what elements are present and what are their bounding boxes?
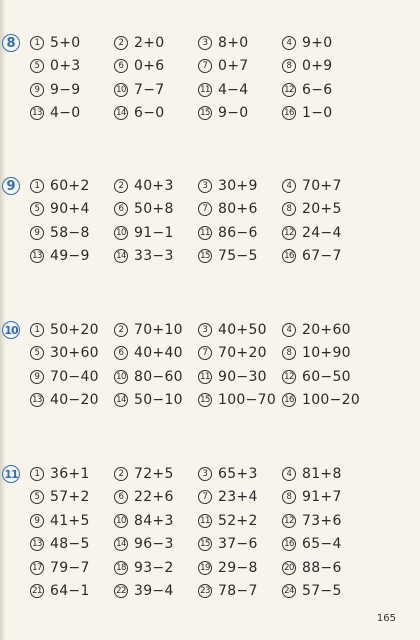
problem-number-circle: 15	[198, 106, 212, 120]
problem-expression: 41+5	[50, 512, 90, 529]
math-problem	[198, 486, 282, 510]
math-problem	[198, 318, 282, 342]
problem-expression: 52+2	[218, 512, 258, 529]
problem-number-circle: 2	[114, 467, 128, 481]
problem-number-circle: 17	[30, 561, 44, 575]
problem-number-circle: 16	[282, 393, 296, 407]
math-problem	[114, 198, 198, 222]
math-problem	[30, 556, 114, 580]
problem-number-circle: 3	[198, 36, 212, 50]
problem-number-circle: 23	[198, 584, 212, 598]
problem-expression: 20+5	[302, 201, 342, 218]
math-problem	[114, 318, 198, 342]
problem-number-circle: 8	[282, 59, 296, 73]
problem-number-circle: 2	[114, 179, 128, 193]
section-number-badge: 8	[2, 34, 20, 52]
problem-expression: 91−1	[134, 224, 174, 241]
math-problem	[198, 509, 282, 533]
math-problem	[198, 221, 282, 245]
problem-expression: 24−4	[302, 224, 342, 241]
math-problem	[114, 389, 198, 413]
math-problem	[198, 55, 282, 79]
problem-number-circle: 9	[30, 83, 44, 97]
problem-expression: 40+50	[218, 321, 267, 338]
problem-expression: 7−7	[134, 81, 165, 98]
math-problem	[198, 365, 282, 389]
problem-expression: 40+40	[134, 345, 183, 362]
problem-expression: 100−20	[302, 392, 361, 409]
problem-number-circle: 2	[114, 36, 128, 50]
math-problem	[114, 245, 198, 269]
problem-number-circle: 7	[198, 490, 212, 504]
math-problem	[114, 509, 198, 533]
math-problem	[198, 556, 282, 580]
math-problem	[30, 174, 114, 198]
problem-expression: 70+10	[134, 321, 183, 338]
problem-expression: 29−8	[218, 559, 258, 576]
math-problem	[198, 78, 282, 102]
problem-number-circle: 7	[198, 202, 212, 216]
problem-number-circle: 24	[282, 584, 296, 598]
math-problem	[282, 221, 366, 245]
problem-number-circle: 1	[30, 179, 44, 193]
math-problem	[282, 486, 366, 510]
problem-expression: 48−5	[50, 536, 90, 553]
problem-expression: 67−7	[302, 248, 342, 265]
problem-expression: 6−0	[134, 105, 165, 122]
math-problem	[282, 580, 366, 604]
problem-number-circle: 12	[282, 370, 296, 384]
problem-number-circle: 11	[198, 514, 212, 528]
math-problem	[114, 462, 198, 486]
problem-expression: 40−20	[50, 392, 99, 409]
math-problem	[30, 389, 114, 413]
problem-number-circle: 10	[114, 514, 128, 528]
math-problem	[198, 580, 282, 604]
problem-number-circle: 10	[114, 83, 128, 97]
problem-expression: 37−6	[218, 536, 258, 553]
problem-number-circle: 14	[114, 537, 128, 551]
problem-number-circle: 11	[198, 370, 212, 384]
math-problem	[30, 342, 114, 366]
problem-number-circle: 15	[198, 249, 212, 263]
math-problem	[282, 365, 366, 389]
problem-number-circle: 8	[282, 202, 296, 216]
problem-number-circle: 4	[282, 179, 296, 193]
problem-expression: 88−6	[302, 559, 342, 576]
math-problem	[114, 102, 198, 126]
problem-number-circle: 6	[114, 59, 128, 73]
problem-expression: 100−70	[218, 392, 277, 409]
math-problem	[282, 389, 366, 413]
problem-number-circle: 14	[114, 393, 128, 407]
problem-expression: 50+8	[134, 201, 174, 218]
problem-expression: 90−30	[218, 368, 267, 385]
problem-expression: 60+2	[50, 177, 90, 194]
problem-grid	[30, 462, 410, 603]
problem-expression: 0+6	[134, 58, 165, 75]
math-problem	[282, 198, 366, 222]
problem-expression: 64−1	[50, 583, 90, 600]
problem-expression: 22+6	[134, 489, 174, 506]
problem-number-circle: 5	[30, 346, 44, 360]
problem-number-circle: 6	[114, 202, 128, 216]
problem-expression: 0+7	[218, 58, 249, 75]
problem-expression: 9−0	[218, 105, 249, 122]
math-problem	[30, 78, 114, 102]
problem-number-circle: 14	[114, 249, 128, 263]
math-problem	[30, 31, 114, 55]
problem-expression: 50+20	[50, 321, 99, 338]
section-number-badge: 11	[2, 465, 20, 483]
problem-number-circle: 3	[198, 467, 212, 481]
math-problem	[30, 365, 114, 389]
problem-number-circle: 3	[198, 323, 212, 337]
problem-expression: 84+3	[134, 512, 174, 529]
math-problem	[282, 462, 366, 486]
problem-number-circle: 4	[282, 323, 296, 337]
problem-expression: 40+3	[134, 177, 174, 194]
problem-expression: 93−2	[134, 559, 174, 576]
problem-number-circle: 11	[198, 83, 212, 97]
problem-expression: 79−7	[50, 559, 90, 576]
problem-expression: 80+6	[218, 201, 258, 218]
problem-number-circle: 5	[30, 59, 44, 73]
problem-expression: 90+4	[50, 201, 90, 218]
problem-number-circle: 4	[282, 36, 296, 50]
math-problem	[30, 198, 114, 222]
page-number: 165	[376, 613, 396, 624]
problem-number-circle: 5	[30, 490, 44, 504]
problem-expression: 80−60	[134, 368, 183, 385]
problem-expression: 70+20	[218, 345, 267, 362]
math-problem	[198, 462, 282, 486]
problem-expression: 96−3	[134, 536, 174, 553]
math-problem	[30, 486, 114, 510]
problem-number-circle: 10	[114, 226, 128, 240]
problem-number-circle: 9	[30, 226, 44, 240]
math-problem	[30, 580, 114, 604]
problem-number-circle: 7	[198, 346, 212, 360]
problem-number-circle: 9	[30, 514, 44, 528]
problem-number-circle: 8	[282, 490, 296, 504]
problem-expression: 36+1	[50, 465, 90, 482]
math-problem	[114, 31, 198, 55]
problem-expression: 81+8	[302, 465, 342, 482]
math-problem	[114, 342, 198, 366]
math-problem	[30, 462, 114, 486]
problem-number-circle: 13	[30, 393, 44, 407]
math-problem	[282, 55, 366, 79]
problem-number-circle: 8	[282, 346, 296, 360]
math-problem	[198, 102, 282, 126]
math-problem	[114, 580, 198, 604]
problem-expression: 33−3	[134, 248, 174, 265]
math-problem	[198, 198, 282, 222]
math-problem	[114, 221, 198, 245]
problem-number-circle: 15	[198, 537, 212, 551]
problem-expression: 70−40	[50, 368, 99, 385]
math-problem	[282, 102, 366, 126]
section-number-badge: 10	[2, 321, 20, 339]
problem-number-circle: 1	[30, 467, 44, 481]
problem-number-circle: 18	[114, 561, 128, 575]
math-problem	[198, 389, 282, 413]
math-problem	[282, 174, 366, 198]
math-problem	[282, 509, 366, 533]
problem-grid	[30, 31, 410, 125]
math-problem	[114, 78, 198, 102]
math-problem	[198, 245, 282, 269]
math-problem	[30, 245, 114, 269]
problem-number-circle: 10	[114, 370, 128, 384]
math-problem	[114, 533, 198, 557]
problem-number-circle: 16	[282, 249, 296, 263]
problem-number-circle: 5	[30, 202, 44, 216]
problem-number-circle: 13	[30, 537, 44, 551]
problem-number-circle: 14	[114, 106, 128, 120]
problem-number-circle: 22	[114, 584, 128, 598]
problem-expression: 78−7	[218, 583, 258, 600]
problem-expression: 0+3	[50, 58, 81, 75]
problem-expression: 65−4	[302, 536, 342, 553]
problem-expression: 49−9	[50, 248, 90, 265]
problem-expression: 23+4	[218, 489, 258, 506]
problem-number-circle: 1	[30, 36, 44, 50]
problem-expression: 9+0	[302, 34, 333, 51]
math-problem	[30, 102, 114, 126]
problem-expression: 75−5	[218, 248, 258, 265]
problem-expression: 91+7	[302, 489, 342, 506]
math-problem	[282, 556, 366, 580]
problem-expression: 60−50	[302, 368, 351, 385]
problem-number-circle: 9	[30, 370, 44, 384]
problem-expression: 86−6	[218, 224, 258, 241]
problem-expression: 1−0	[302, 105, 333, 122]
math-problem	[198, 342, 282, 366]
problem-number-circle: 12	[282, 514, 296, 528]
problem-expression: 65+3	[218, 465, 258, 482]
page-edge-shadow	[0, 0, 6, 640]
problem-expression: 70+7	[302, 177, 342, 194]
problem-grid	[30, 174, 410, 268]
problem-expression: 9−9	[50, 81, 81, 98]
problem-expression: 39−4	[134, 583, 174, 600]
math-problem	[30, 55, 114, 79]
problem-expression: 8+0	[218, 34, 249, 51]
problem-number-circle: 16	[282, 106, 296, 120]
problem-number-circle: 1	[30, 323, 44, 337]
math-problem	[282, 245, 366, 269]
problem-number-circle: 3	[198, 179, 212, 193]
problem-expression: 72+5	[134, 465, 174, 482]
problem-expression: 57−5	[302, 583, 342, 600]
problem-expression: 30+9	[218, 177, 258, 194]
math-problem	[114, 55, 198, 79]
problem-expression: 73+6	[302, 512, 342, 529]
problem-expression: 30+60	[50, 345, 99, 362]
math-problem	[30, 318, 114, 342]
math-problem	[114, 365, 198, 389]
problem-expression: 58−8	[50, 224, 90, 241]
problem-number-circle: 7	[198, 59, 212, 73]
problem-number-circle: 6	[114, 490, 128, 504]
problem-number-circle: 12	[282, 226, 296, 240]
problem-number-circle: 15	[198, 393, 212, 407]
problem-expression: 6−6	[302, 81, 333, 98]
math-problem	[30, 221, 114, 245]
problem-number-circle: 19	[198, 561, 212, 575]
math-problem	[114, 556, 198, 580]
problem-number-circle: 13	[30, 106, 44, 120]
problem-expression: 10+90	[302, 345, 351, 362]
math-problem	[30, 509, 114, 533]
math-problem	[30, 533, 114, 557]
math-problem	[282, 342, 366, 366]
math-problem	[114, 174, 198, 198]
problem-number-circle: 4	[282, 467, 296, 481]
problem-number-circle: 6	[114, 346, 128, 360]
problem-expression: 50−10	[134, 392, 183, 409]
math-problem	[198, 533, 282, 557]
problem-expression: 20+60	[302, 321, 351, 338]
problem-number-circle: 21	[30, 584, 44, 598]
section-number-badge: 9	[2, 177, 20, 195]
math-problem	[282, 78, 366, 102]
problem-number-circle: 11	[198, 226, 212, 240]
problem-number-circle: 16	[282, 537, 296, 551]
problem-expression: 4−4	[218, 81, 249, 98]
problem-expression: 0+9	[302, 58, 333, 75]
problem-expression: 5+0	[50, 34, 81, 51]
math-problem	[282, 533, 366, 557]
problem-number-circle: 12	[282, 83, 296, 97]
math-problem	[114, 486, 198, 510]
problem-expression: 4−0	[50, 105, 81, 122]
problem-grid	[30, 318, 410, 412]
math-problem	[282, 31, 366, 55]
math-problem	[282, 318, 366, 342]
problem-number-circle: 13	[30, 249, 44, 263]
problem-number-circle: 2	[114, 323, 128, 337]
problem-expression: 2+0	[134, 34, 165, 51]
problem-expression: 57+2	[50, 489, 90, 506]
math-problem	[198, 174, 282, 198]
problem-number-circle: 20	[282, 561, 296, 575]
math-problem	[198, 31, 282, 55]
